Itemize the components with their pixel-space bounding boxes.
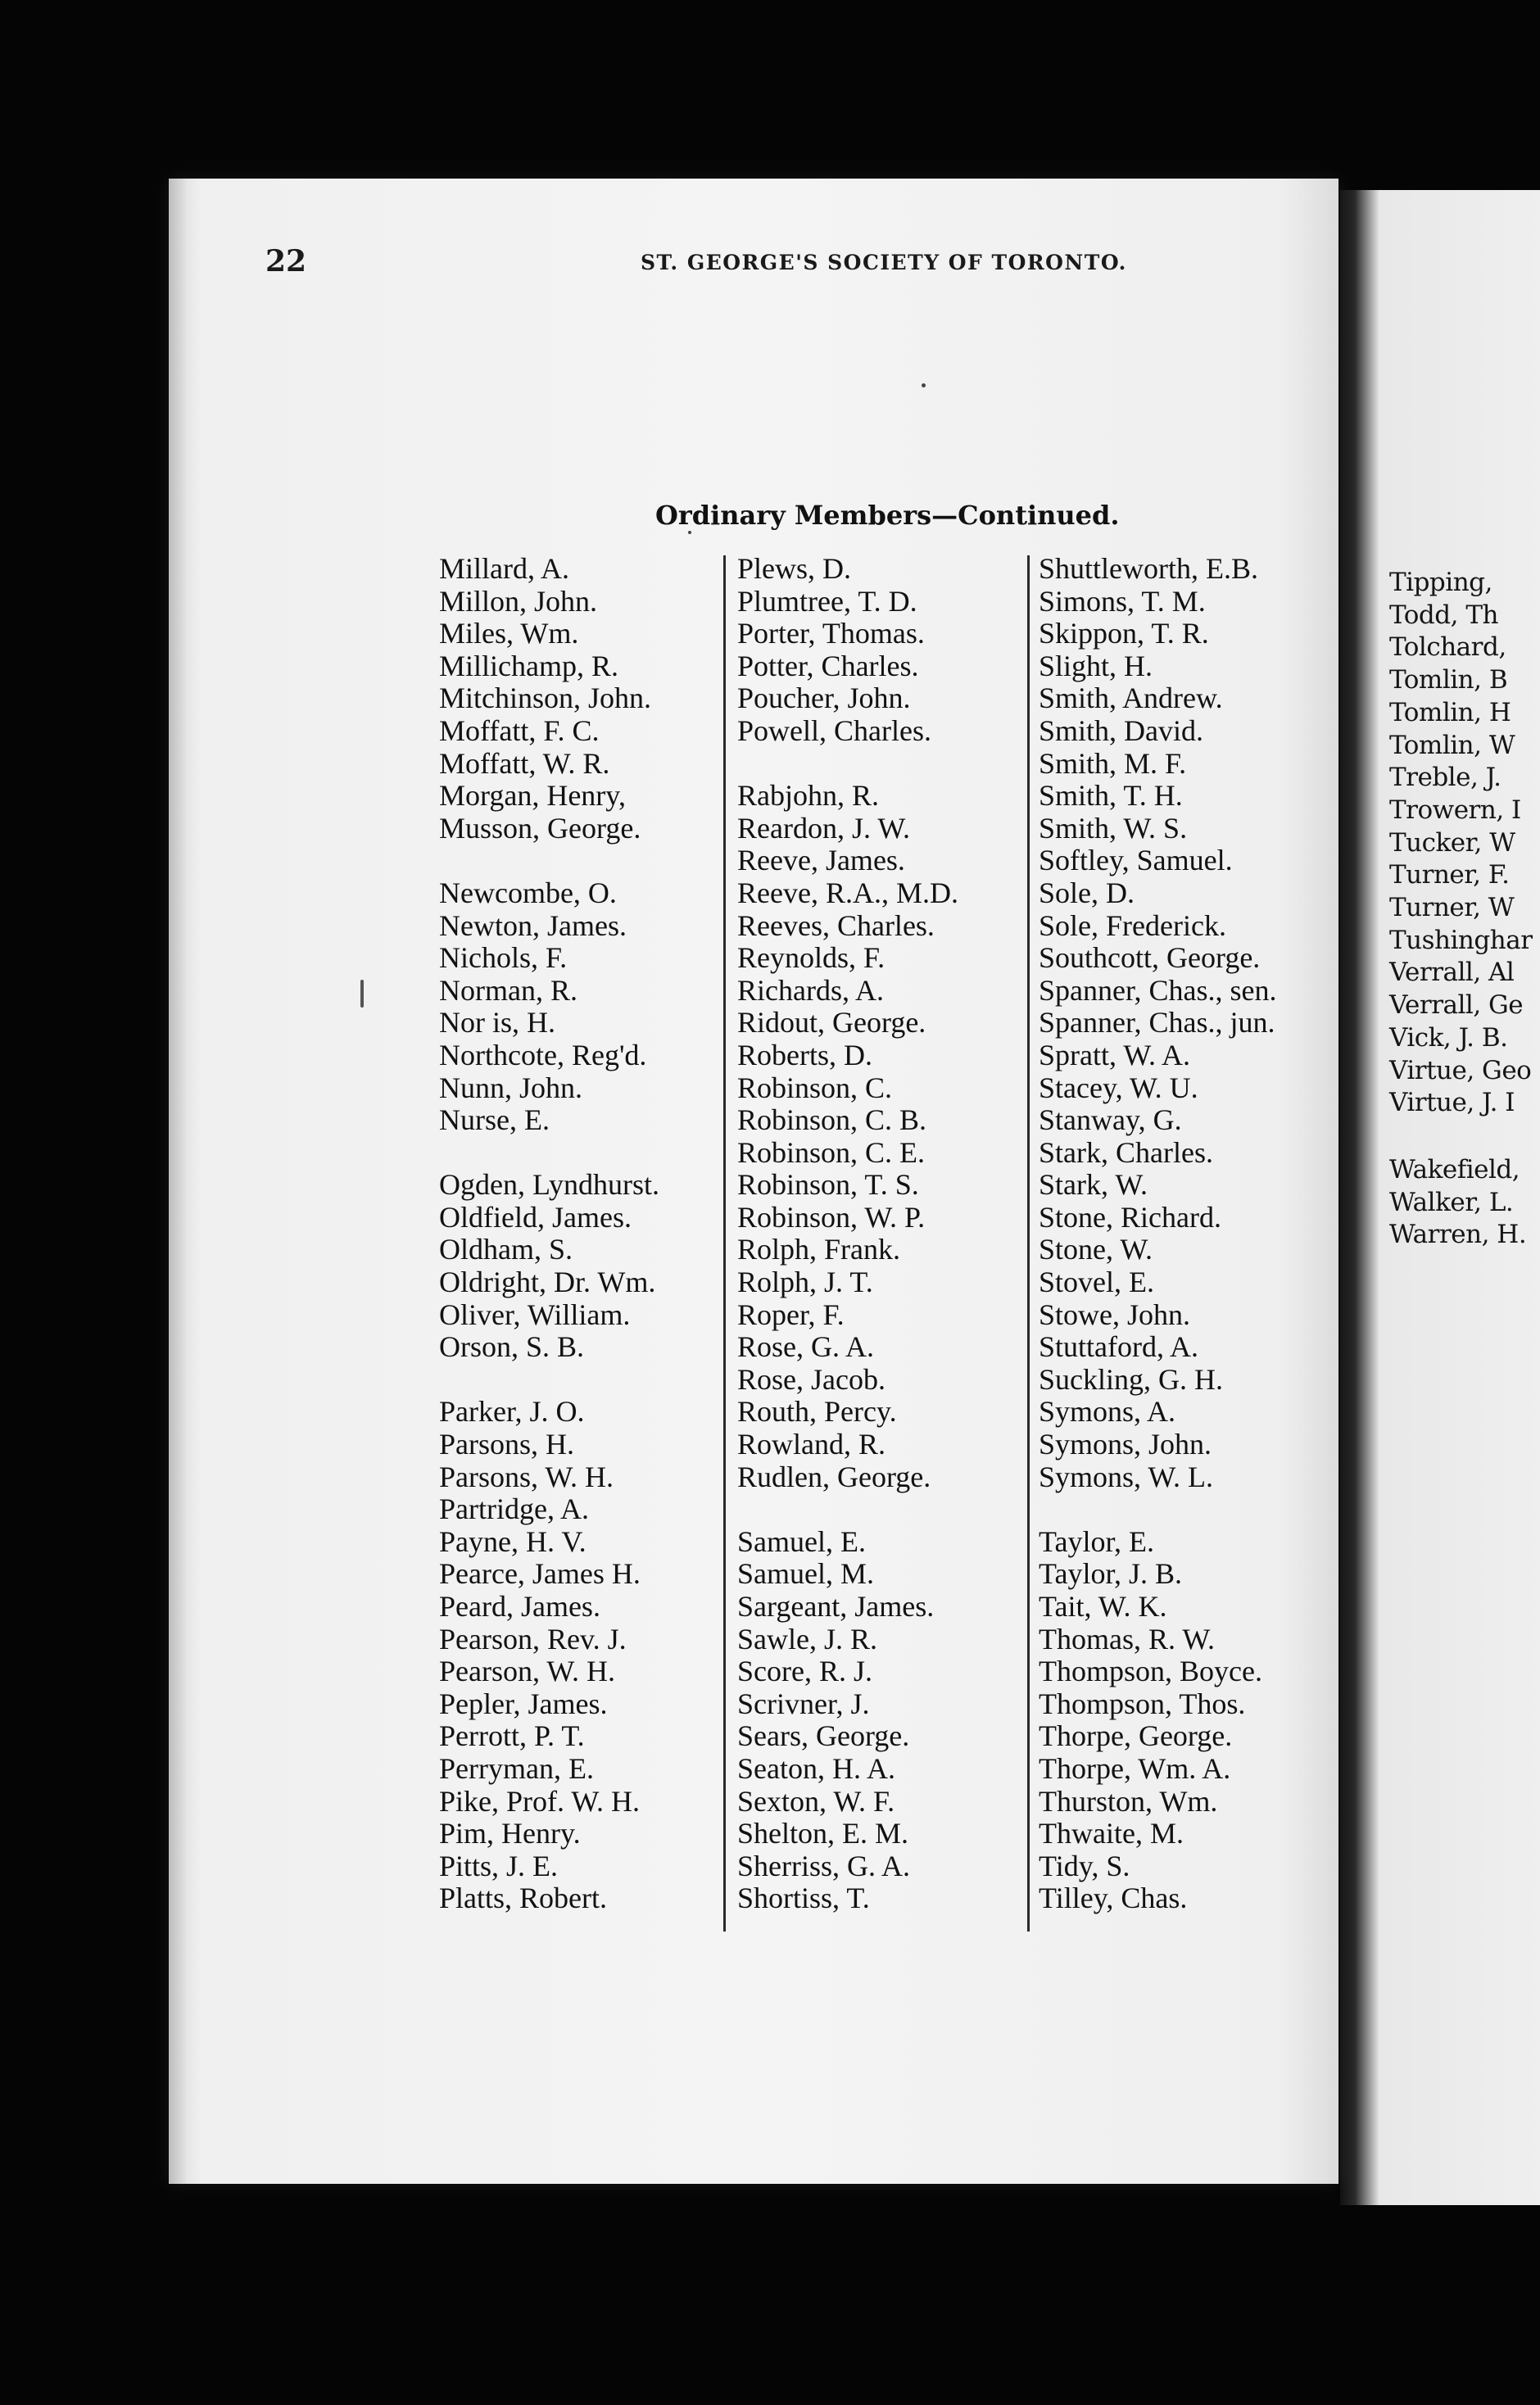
next-page-entry: Todd, Th: [1389, 600, 1498, 630]
member-entry: Peard, James.: [439, 1590, 600, 1623]
member-entry: Oldfield, James.: [439, 1200, 632, 1234]
next-page-entry: Verrall, Al: [1389, 958, 1515, 988]
member-entry: Stark, Charles.: [1039, 1135, 1213, 1169]
next-page-entry: Tomlin, H: [1389, 697, 1511, 727]
member-entry: Musson, George.: [439, 811, 641, 845]
member-entry: Robinson, W. P.: [737, 1200, 926, 1234]
member-entry: Stanway, G.: [1039, 1103, 1182, 1137]
member-entry: Newcombe, O.: [439, 876, 617, 909]
member-entry: Porter, Thomas.: [737, 617, 925, 650]
member-entry: Roper, F.: [737, 1298, 845, 1331]
member-entry: Poucher, John.: [737, 682, 911, 715]
member-entry: Richards, A.: [737, 973, 884, 1007]
member-entry: Pearson, Rev. J.: [439, 1622, 627, 1655]
member-entry: Norman, R.: [439, 973, 578, 1007]
next-page-entry: Virtue, J. I: [1389, 1088, 1515, 1118]
page-number: 22: [265, 244, 307, 279]
member-entry: Taylor, E.: [1039, 1524, 1154, 1558]
member-entry: Spanner, Chas., sen.: [1039, 973, 1277, 1007]
letter-group-gap: [439, 1137, 659, 1170]
letter-group-gap: [737, 748, 958, 781]
next-page-entry: Tolchard,: [1389, 632, 1506, 663]
section-title: Ordinary Members—Continued.: [655, 500, 1120, 531]
member-entry: Partridge, A.: [439, 1492, 589, 1526]
member-entry: Nichols, F.: [439, 941, 568, 975]
member-entry: Simons, T. M.: [1039, 584, 1206, 618]
member-entry: Stuttaford, A.: [1039, 1330, 1198, 1364]
member-entry: Miles, Wm.: [439, 617, 579, 650]
member-entry: Plumtree, T. D.: [737, 584, 917, 618]
member-entry: Pepler, James.: [439, 1687, 608, 1720]
member-entry: Suckling, G. H.: [1039, 1362, 1223, 1396]
member-entry: Stone, Richard.: [1039, 1200, 1221, 1234]
member-entry: Stacey, W. U.: [1039, 1071, 1198, 1104]
member-entry: Rose, Jacob.: [737, 1362, 886, 1396]
member-entry: Thompson, Boyce.: [1039, 1655, 1262, 1688]
member-entry: Reeve, R.A., M.D.: [737, 876, 958, 909]
member-entry: Sexton, W. F.: [737, 1784, 895, 1818]
member-entry: Samuel, M.: [737, 1557, 874, 1591]
member-entry: Morgan, Henry,: [439, 779, 626, 813]
member-entry: Thwaite, M.: [1039, 1817, 1184, 1850]
member-entry: Thompson, Thos.: [1039, 1687, 1246, 1720]
letter-group-gap: [1389, 1120, 1533, 1154]
member-entry: Powell, Charles.: [737, 713, 931, 747]
next-page-entry: Treble, J.: [1389, 763, 1502, 793]
column-rule: [1027, 555, 1030, 1932]
member-entry: Spanner, Chas., jun.: [1039, 1006, 1275, 1039]
scan-speck: [922, 383, 926, 387]
member-entry: Smith, David.: [1039, 713, 1204, 747]
member-entry: Rolph, Frank.: [737, 1233, 901, 1266]
next-page-entry: Tushinghar: [1389, 925, 1533, 955]
page-edge: [169, 179, 187, 2184]
member-entry: Parsons, H.: [439, 1428, 575, 1461]
member-entry: Stone, W.: [1039, 1233, 1153, 1266]
next-page-entry: Verrall, Ge: [1389, 990, 1524, 1021]
member-entry: Robinson, C. B.: [737, 1103, 927, 1137]
letter-group-gap: [737, 1493, 958, 1526]
member-entry: Oldham, S.: [439, 1233, 573, 1266]
next-page-fragment: [1340, 190, 1540, 2205]
member-entry: Softley, Samuel.: [1039, 844, 1233, 877]
member-entry: Millichamp, R.: [439, 649, 618, 682]
member-entry: Thorpe, George.: [1039, 1719, 1233, 1753]
next-page-entry: Tipping,: [1389, 568, 1492, 597]
next-page-entry: Wakefield,: [1389, 1154, 1520, 1184]
member-entry: Reeve, James.: [737, 844, 905, 877]
member-entry: Nunn, John.: [439, 1071, 583, 1104]
member-entry: Pitts, J. E.: [439, 1849, 559, 1882]
member-entry: Perryman, E.: [439, 1751, 594, 1785]
member-entry: Plews, D.: [737, 552, 852, 585]
member-entry: Scrivner, J.: [737, 1687, 870, 1720]
member-entry: Southcott, George.: [1039, 941, 1261, 975]
member-entry: Spratt, W. A.: [1039, 1038, 1191, 1071]
member-entry: Ridout, George.: [737, 1006, 926, 1039]
member-entry: Sole, Frederick.: [1039, 908, 1226, 942]
member-entry: Reynolds, F.: [737, 941, 886, 975]
next-page-entry: Trowern, I: [1389, 795, 1521, 825]
member-entry: Nor is, H.: [439, 1006, 555, 1039]
member-entry: Skippon, T. R.: [1039, 617, 1209, 650]
next-page-entry: Tomlin, W: [1389, 730, 1515, 760]
next-page-entry: Tomlin, B: [1389, 665, 1508, 695]
member-entry: Rolph, J. T.: [737, 1266, 873, 1299]
member-entry: Moffatt, F. C.: [439, 713, 600, 747]
member-entry: Routh, Percy.: [737, 1395, 897, 1429]
member-entry: Samuel, E.: [737, 1524, 866, 1558]
member-entry: Thomas, R. W.: [1039, 1622, 1216, 1655]
member-entry: Parker, J. O.: [439, 1395, 585, 1429]
member-entry: Shortiss, T.: [737, 1882, 870, 1915]
member-entry: Thurston, Wm.: [1039, 1784, 1218, 1818]
member-entry: Millard, A.: [439, 552, 569, 585]
member-entry: Symons, John.: [1039, 1428, 1212, 1461]
member-entry: Seaton, H. A.: [737, 1751, 895, 1785]
member-entry: Rabjohn, R.: [737, 779, 880, 813]
member-entry: Platts, Robert.: [439, 1882, 607, 1915]
member-entry: Smith, T. H.: [1039, 779, 1183, 813]
member-entry: Score, R. J.: [737, 1655, 872, 1688]
scan-speck: [688, 531, 691, 534]
member-entry: Shuttleworth, E.B.: [1039, 552, 1258, 585]
next-page-entry: Warren, H.: [1389, 1220, 1527, 1250]
member-entry: Moffatt, W. R.: [439, 746, 610, 780]
next-page-entry: Tucker, W: [1389, 827, 1515, 858]
member-entry: Rudlen, George.: [737, 1460, 931, 1493]
member-entry: Smith, W. S.: [1039, 811, 1188, 845]
column-rule: [723, 555, 726, 1932]
letter-group-gap: [1039, 1493, 1277, 1526]
member-column-1: [439, 553, 659, 1915]
member-entry: Pim, Henry.: [439, 1817, 581, 1850]
member-entry: Robinson, C.: [737, 1071, 893, 1104]
member-entry: Roberts, D.: [737, 1038, 872, 1071]
member-entry: Symons, W. L.: [1039, 1460, 1214, 1493]
member-column-3: [1039, 553, 1277, 1915]
member-entry: Ogden, Lyndhurst.: [439, 1168, 659, 1202]
member-entry: Oldright, Dr. Wm.: [439, 1266, 656, 1299]
member-entry: Smith, M. F.: [1039, 746, 1187, 780]
member-entry: Sargeant, James.: [737, 1590, 935, 1623]
member-entry: Oliver, William.: [439, 1298, 631, 1331]
member-entry: Reeves, Charles.: [737, 908, 935, 942]
next-page-entry: Turner, W: [1389, 893, 1515, 923]
member-entry: Millon, John.: [439, 584, 598, 618]
next-page-entry: Turner, F.: [1389, 860, 1510, 890]
member-entry: Pike, Prof. W. H.: [439, 1784, 641, 1818]
member-entry: Sherriss, G. A.: [737, 1849, 911, 1882]
member-entry: Stowe, John.: [1039, 1298, 1191, 1331]
member-entry: Tait, W. K.: [1039, 1590, 1167, 1623]
member-entry: Stark, W.: [1039, 1168, 1148, 1202]
member-entry: Payne, H. V.: [439, 1524, 587, 1558]
member-entry: Slight, H.: [1039, 649, 1153, 682]
member-entry: Nurse, E.: [439, 1103, 550, 1137]
member-entry: Symons, A.: [1039, 1395, 1176, 1429]
member-entry: Rowland, R.: [737, 1428, 886, 1461]
member-entry: Reardon, J. W.: [737, 811, 910, 845]
member-entry: Robinson, T. S.: [737, 1168, 919, 1202]
member-entry: Perrott, P. T.: [439, 1719, 585, 1753]
next-page-entry: Virtue, Geo: [1389, 1055, 1532, 1085]
member-entry: Potter, Charles.: [737, 649, 919, 682]
member-entry: Sears, George.: [737, 1719, 910, 1753]
running-head: ST. GEORGE'S SOCIETY OF TORONTO.: [641, 251, 1127, 274]
member-entry: Taylor, J. B.: [1039, 1557, 1183, 1591]
letter-group-gap: [439, 1364, 659, 1397]
member-entry: Sawle, J. R.: [737, 1622, 877, 1655]
member-entry: Tilley, Chas.: [1039, 1882, 1188, 1915]
letter-group-gap: [439, 845, 659, 877]
member-entry: Thorpe, Wm. A.: [1039, 1751, 1231, 1785]
member-entry: Orson, S. B.: [439, 1330, 585, 1364]
member-column-2: [737, 553, 958, 1915]
member-entry: Tidy, S.: [1039, 1849, 1130, 1882]
member-entry: Parsons, W. H.: [439, 1460, 614, 1493]
next-page-list: [1389, 567, 1533, 1252]
member-entry: Sole, D.: [1039, 876, 1135, 909]
member-entry: Northcote, Reg'd.: [439, 1038, 647, 1071]
member-entry: Smith, Andrew.: [1039, 682, 1223, 715]
member-entry: Robinson, C. E.: [737, 1135, 926, 1169]
scan-speck: [360, 980, 364, 1008]
member-entry: Shelton, E. M.: [737, 1817, 909, 1850]
next-page-entry: Vick, J. B.: [1389, 1022, 1508, 1053]
next-page-entry: Walker, L.: [1389, 1187, 1514, 1217]
member-entry: Pearson, W. H.: [439, 1655, 615, 1688]
member-entry: Stovel, E.: [1039, 1266, 1154, 1299]
member-entry: Rose, G. A.: [737, 1330, 875, 1364]
member-entry: Mitchinson, John.: [439, 682, 652, 715]
member-entry: Newton, James.: [439, 908, 627, 942]
member-entry: Pearce, James H.: [439, 1557, 641, 1591]
